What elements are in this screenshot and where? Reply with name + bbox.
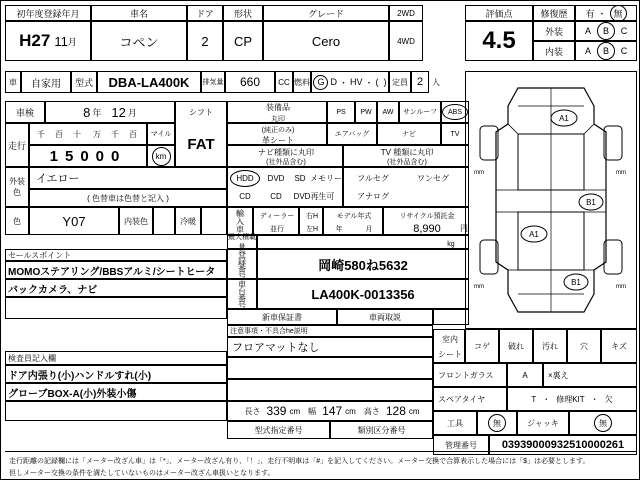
repair-yes: 有 [585,8,595,19]
footnote-divider [5,451,637,452]
registration-value: 岡崎580ね5632 [257,249,469,279]
vehicle-label: 車 [5,71,21,93]
tv-fullseg: フルセグ [357,173,389,183]
registration-label: 登録番号 [227,249,257,279]
exterior-grade-b: B [597,22,615,40]
capacity-value: 2 [411,71,429,93]
shape-value: CP [223,21,263,61]
sales-line3 [5,297,227,319]
mileage-value-cell [29,145,147,167]
front-glass-note: ×裏え [543,363,637,387]
length-label: 長さ [244,406,261,416]
interior-color-label: 内装色 [119,207,153,235]
jack-value-cell [569,411,637,435]
svg-text:B1: B1 [586,198,596,207]
inspection-date [45,101,175,123]
header-4wd-label: 4WD [389,21,423,61]
recycle-value: 8,990 [413,223,441,235]
color-code-label: 色 [5,207,29,235]
interior-grade-a: A [584,46,591,56]
interior-grade-label: 内装 [533,41,575,61]
fuel-option-other: ( ) [375,77,387,87]
width-value: 147 [322,404,343,418]
equip-airbag: エアバッグ [327,123,377,145]
repair-dot: ・ [597,8,607,19]
equip-leather: 革シート [262,136,294,145]
import-label: 輸入車 [227,207,253,235]
equip-navi: ナビ [377,123,441,145]
recycle-label: リサイクル預託金 [399,212,455,220]
equip-pw: PW [355,101,377,123]
sales-line2: バックカメラ、ナビ [5,279,227,297]
equip-abs: ABS [442,104,468,120]
inspection-month: 12 [111,104,126,120]
inspector-line3 [5,401,227,421]
equipment-label-cell [227,101,327,123]
fuel-option-g: G [313,75,328,90]
year-value-cell [5,21,91,61]
digit-label-1: 百 [55,129,63,139]
interior-grades [575,41,637,61]
nav-hdd: HDD [230,170,260,187]
exterior-color-label: 外装色 [5,167,29,207]
rating-value: 4.5 [465,21,533,61]
tv-title-cell [343,145,469,167]
fuel-sep1: ・ [338,77,348,88]
equip-tv: TV [441,123,469,145]
digit-label-2: 十 [73,129,81,139]
jack-label: ジャッキ [517,411,569,435]
import-dealer-cell [253,207,299,235]
model-month-unit: 月 [365,225,373,233]
cooling-value [201,207,227,235]
import-parallel: 並行 [270,225,284,233]
model-year-unit: 年 [335,225,343,233]
tv-oneseg: ワンセグ [417,173,449,183]
header-name-label: 車名 [91,5,187,21]
interior-color-value [153,207,175,235]
footnote-line1: 走行距離の記録欄には「メーター改ざん車」は「*」、メーター改ざん有り、「！」、走行不明車は「#」を記入してください。メーター交換で合算表示した場合には「$」は必要とします。 [9,458,590,465]
door-value: 2 [187,21,223,61]
digit-label-5: 百 [129,129,137,139]
tv-options [343,167,469,207]
equipment-note-cell [227,123,327,145]
manual-label: 車両取説 [337,309,433,325]
displacement-label: 排気量 [201,71,225,93]
nav-dvd-play: DVD再生可 [293,191,335,201]
model-year-value [324,222,384,235]
footnote-line2: 但しメーター交換の条件を満たしていないものはメーター改ざん車扱いとなります。 [9,470,275,477]
interior-item-yogore: 汚れ [533,329,567,363]
year-value: H27 [19,31,51,50]
spare-sep2: ・ [590,394,599,404]
mileage-digit-header [29,123,147,145]
spare-sep1: ・ [542,394,551,404]
interior-seat-label-2: シート [438,349,462,359]
interior-item-kizu: キズ [601,329,637,363]
height-value: 128 [385,404,406,418]
import-hand-cell [299,207,323,235]
equipment-label: 装備品 [266,103,290,112]
nav-cd: CD [239,191,251,201]
repair-label: 修復歴 [533,5,575,21]
inspection-month-unit: 月 [127,107,137,118]
nav-memory: メモリー [310,173,342,183]
interior-grade-c: C [620,46,628,56]
max-load-label: 最大積載量 [228,234,256,251]
warranty-label: 新車保証書 [227,309,337,325]
spare-tire-options [507,387,637,411]
tv-note: (社外品含む) [387,159,427,166]
header-year-label: 初年度登録年月 [5,5,91,21]
height-unit: cm [408,406,420,416]
vehicle-diagram-svg [466,72,636,328]
color-note: ( 色替車は色替と記入 ) [29,189,227,207]
header-2wd-label: 2WD [389,5,423,21]
nav-note: (社外品含む) [266,159,306,166]
jack-value: 無 [594,414,612,432]
inspector-label: 検査員記入欄 [5,351,227,365]
svg-text:B1: B1 [571,278,581,287]
exterior-color-value: イエロー [29,167,227,189]
year-month: 11 [54,33,68,49]
tools-value-cell [477,411,517,435]
dimensions-row [227,401,433,421]
interior-seat-label [433,329,465,363]
import-rh: 右H [305,212,319,220]
tools-value: 無 [488,414,506,432]
equip-ps: PS [327,101,355,123]
svg-text:mm: mm [616,284,626,290]
nav-hdd-cell [230,170,260,186]
front-glass-label: フロントガラス [433,363,507,387]
nav-options [227,167,343,207]
equip-sunroof: サンルーフ [399,101,441,123]
sales-label: セールスポイント [5,249,227,261]
inspection-label: 車検 [5,101,45,123]
nav-cd2: CD [270,191,282,201]
interior-item-yabure: 破れ [499,329,533,363]
tv-analog: アナログ [357,191,389,201]
vehicle-diagram [465,71,637,329]
caution-blank1 [227,357,433,379]
inspection-year-unit: 年 [92,107,102,118]
grade-value: Cero [263,21,389,61]
fuel-options [311,71,389,93]
repair-no: 無 [610,5,627,22]
length-value: 339 [266,404,287,418]
type-value: DBA-LA400K [97,71,201,93]
frame-label: 車台番号 [227,279,257,309]
mileage-unit-note: マイル [147,123,175,145]
tools-label: 工具 [433,411,477,435]
mileage-unit-cell [147,145,175,167]
caution-value: フロアマットなし [227,337,433,357]
interior-grade-b: B [597,42,615,60]
digit-label-4: 千 [111,129,119,139]
fuel-option-d: D [330,77,337,87]
cooling-label: 冷暖 [175,207,201,235]
displacement-value: 660 [225,71,275,93]
tv-title: TV 種類に丸印 [380,148,434,157]
exterior-grade-c: C [620,26,628,36]
exterior-grade-label: 外装 [533,21,575,41]
frame-value: LA400K-0013356 [257,279,469,309]
equipment-sub: 丸印 [271,115,285,123]
front-glass-a: A [507,363,543,387]
svg-text:mm: mm [474,170,484,176]
svg-text:mm: mm [616,170,626,176]
class-number-label: 類別区分番号 [330,421,433,439]
nav-title: ナビ種類に丸印 [258,148,314,157]
capacity-label: 定員 [389,71,411,93]
svg-text:mm: mm [474,284,484,290]
exterior-grades [575,21,637,41]
width-label: 幅 [308,406,317,416]
own-use-label: 自家用 [21,71,71,93]
type-label: 型式 [71,71,97,93]
exterior-grade-a: A [584,26,591,36]
shift-label: シフト [175,101,227,123]
nav-dvd: DVD [267,173,285,183]
nav-sd: SD [294,173,306,183]
digit-label-3: 万 [93,129,101,139]
manage-value: 03939000932510000261 [489,435,637,455]
mileage-label: 走行 [5,123,29,167]
equipment-note: (純正のみ) [261,127,295,134]
header-grade-label: グレード [263,5,389,21]
fuel-label: 燃料 [293,71,311,93]
spare-none: 欠 [604,394,613,404]
year-month-unit: 月 [67,36,77,47]
interior-item-ana: 穴 [567,329,601,363]
svg-text:A1: A1 [529,230,539,239]
shift-value: FAT [175,123,227,167]
color-code-value: Y07 [29,207,119,235]
mileage-value: 15000 [49,147,127,165]
spare-t: T [531,394,537,404]
capacity-unit: 人 [432,77,440,87]
mileage-unit: km [152,147,171,166]
sales-line1: MOMOステアリング/BBSアルミ/シートヒータ [5,261,227,279]
caution-blank2 [227,379,433,401]
spare-tire-label: スペアタイヤ [433,387,507,411]
header-shape-label: 形状 [223,5,263,21]
interior-room-label: 室内 [442,334,458,344]
type-designation-label: 型式指定番号 [227,421,330,439]
svg-text:A1: A1 [559,114,569,123]
import-dealer: ディーラー [259,212,295,220]
recycle-unit: 円 [460,223,468,233]
model-year-label: モデル年式 [336,212,372,220]
equip-aw: AW [377,101,399,123]
manage-label: 管理番号 [433,435,489,455]
recycle-cell [383,207,469,235]
max-load-value [257,235,469,249]
caution-label: 注意事項・不具合he説明 [227,325,433,337]
nav-title-cell [227,145,343,167]
length-unit: cm [289,406,301,416]
width-unit: cm [345,406,356,416]
inspection-year: 8 [83,104,91,120]
fuel-sep2: ・ [364,77,374,88]
displacement-unit: CC [275,71,293,93]
docs-extra [433,309,469,325]
inspector-line1: ドア内張り(小)ハンドルすれ(小) [5,365,227,383]
header-door-label: ドア [187,5,223,21]
repair-options [575,5,637,21]
import-lh: 左H [305,225,319,233]
interior-item-koge: コゲ [465,329,499,363]
fuel-option-hv: HV [349,77,363,87]
name-value: コペン [91,21,187,61]
inspector-line2: グローブBOX-A(小)外装小傷 [5,383,227,401]
model-year-cell [323,207,383,235]
height-label: 高さ [363,406,380,416]
spare-kit: 修理KIT [556,394,585,404]
digit-label-0: 千 [37,129,45,139]
rating-label: 評価点 [465,5,533,21]
max-load-unit: kg [447,240,455,248]
